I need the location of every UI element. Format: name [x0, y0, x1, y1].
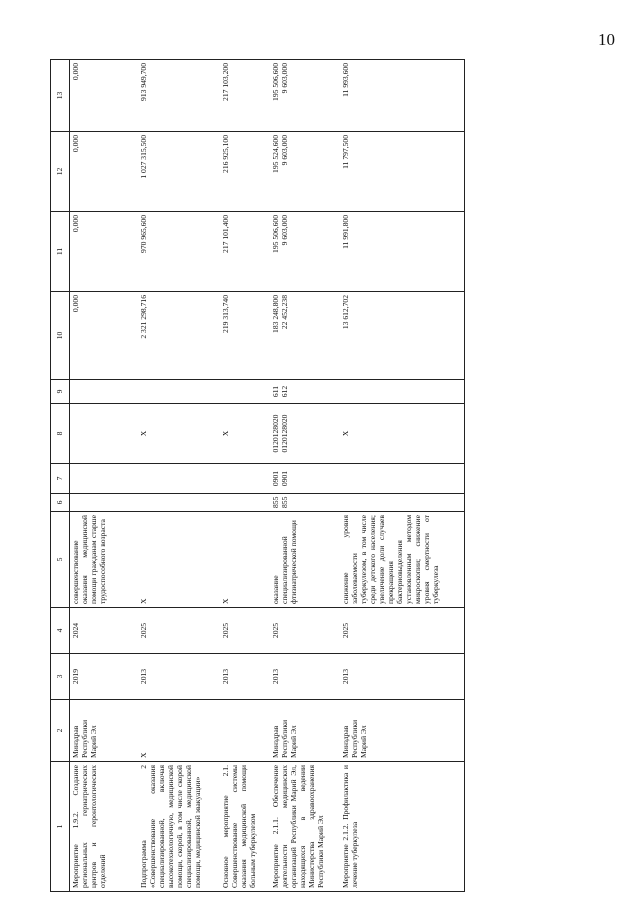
table-cell-c8: [220, 404, 270, 464]
table-cell-c8: [270, 404, 340, 464]
table-cell-c9: [138, 380, 220, 404]
table-cell-c6: [270, 494, 340, 512]
column-header: 7: [51, 464, 70, 494]
column-header: 3: [51, 654, 70, 700]
cell-value: X: [221, 430, 230, 437]
cell-value: 216 925,100: [221, 135, 230, 173]
cell-value: 195 524,600: [271, 135, 280, 173]
table-cell-c6: [138, 494, 220, 512]
cell-value: 913 949,700: [139, 63, 148, 101]
budget-table: [50, 59, 465, 892]
table-cell-c2: Минздрав Республики Марий Эл: [70, 700, 139, 762]
column-header: 11: [51, 212, 70, 292]
table-row: [138, 60, 220, 892]
table-cell-c11: [270, 212, 340, 292]
cell-value: 217 103,200: [221, 63, 230, 101]
cell-value: 970 965,600: [139, 215, 148, 253]
table-cell-c4: 2025: [270, 608, 340, 654]
table-cell-c1: Подпрограмма 2 «Совершенствование оказания специализированной, включая высокотехнологичную, медицинской помощи, скорой, в том числе скорой специализированной, медицинской помощи, медицинской эвакуации»: [138, 762, 220, 892]
table-row: [340, 60, 465, 892]
table-cell-c5: X: [138, 512, 220, 608]
column-header: 9: [51, 380, 70, 404]
cell-value: 0,000: [71, 63, 80, 81]
table-body: [70, 60, 465, 892]
table-cell-c7: [138, 464, 220, 494]
cell-value: 2 321 298,716: [139, 295, 148, 339]
table-row: [220, 60, 270, 892]
table-cell-c3: 2019: [70, 654, 139, 700]
table-cell-c3: 2013: [220, 654, 270, 700]
table-cell-c13: [340, 60, 465, 132]
table-cell-c7: [270, 464, 340, 494]
table-cell-c11: [70, 212, 139, 292]
table-cell-c12: [220, 132, 270, 212]
table-cell-c11: [340, 212, 465, 292]
page-number: 10: [598, 30, 615, 49]
table-cell-c9: [220, 380, 270, 404]
column-header: 10: [51, 292, 70, 380]
table-cell-c9: [70, 380, 139, 404]
cell-value: 0901: [279, 470, 289, 487]
table-cell-c2: [220, 700, 270, 762]
table-cell-c7: [220, 464, 270, 494]
table-cell-c5: оказание специализированной фтизиатрической помощи: [270, 512, 340, 608]
table-cell-c11: [138, 212, 220, 292]
table-cell-c3: 2013: [270, 654, 340, 700]
cell-value: 0901: [271, 470, 280, 487]
cell-value: 11 993,600: [341, 63, 350, 97]
table-cell-c13: [220, 60, 270, 132]
cell-value: 195 506,600: [271, 215, 280, 253]
table-row: [70, 60, 139, 892]
column-header: 4: [51, 608, 70, 654]
table-cell-c8: [138, 404, 220, 464]
cell-value: X: [341, 430, 350, 437]
table-cell-c3: 2013: [340, 654, 465, 700]
table-cell-c9: [340, 380, 465, 404]
table-cell-c5: снижение уровня заболеваемости туберкулезом, в том числе среди детского населения; увеличение доли случаев прекращения бактериовыделения установленным методом микроскопии; снижение уровня смертности от туберкулеза: [340, 512, 465, 608]
cell-value: 612: [279, 385, 289, 398]
table-cell-c1: Мероприятие 2.1.1. Обеспечение деятельности медицинских организаций Республики Марий Эл, находящихся в ведении Министерства здравоохранения Республики Марий Эл: [270, 762, 340, 892]
table-cell-c1: Мероприятие 2.1.2. Профилактика и лечение туберкулеза: [340, 762, 465, 892]
cell-value: 9 603,000: [279, 215, 289, 246]
table-cell-c4: 2025: [340, 608, 465, 654]
table-cell-c8: [70, 404, 139, 464]
table-cell-c10: [138, 292, 220, 380]
table-cell-c5: X: [220, 512, 270, 608]
cell-value: 11 797,500: [341, 135, 350, 169]
cell-value: 22 452,238: [279, 295, 289, 330]
table-cell-c12: [138, 132, 220, 212]
table-cell-c10: [220, 292, 270, 380]
table-cell-c11: [220, 212, 270, 292]
table-cell-c8: [340, 404, 465, 464]
column-header: 2: [51, 700, 70, 762]
cell-value: 195 506,600: [271, 63, 280, 101]
cell-value: 0120128020: [279, 414, 289, 453]
column-header: 6: [51, 494, 70, 512]
table-cell-c6: [340, 494, 465, 512]
cell-value: 611: [271, 385, 280, 398]
table-cell-c9: [270, 380, 340, 404]
cell-value: 183 248,800: [271, 295, 280, 333]
cell-value: 0,000: [71, 215, 80, 233]
table-cell-c4: 2025: [220, 608, 270, 654]
table-cell-c10: [270, 292, 340, 380]
table-cell-c13: [138, 60, 220, 132]
cell-value: X: [139, 430, 148, 437]
cell-value: 219 313,740: [221, 295, 230, 333]
table-cell-c10: [340, 292, 465, 380]
table-cell-c5: совершенствование оказания медицинской помощи гражданам старше трудоспособного возраста: [70, 512, 139, 608]
table-cell-c1: Мероприятие 1.9.2. Создание региональных гериатрических центров и геронтологических отделений: [70, 762, 139, 892]
table-cell-c3: 2013: [138, 654, 220, 700]
cell-value: 9 603,000: [279, 135, 289, 166]
column-header: 1: [51, 762, 70, 892]
table-cell-c13: [270, 60, 340, 132]
header-row: [51, 60, 70, 892]
table-cell-c12: [270, 132, 340, 212]
cell-value: 13 612,702: [341, 295, 350, 330]
table-cell-c1: Основное мероприятие 2.1. Совершенствование системы оказания медицинской помощи больным туберкулезом: [220, 762, 270, 892]
cell-value: 217 101,400: [221, 215, 230, 253]
column-header: 12: [51, 132, 70, 212]
table-cell-c4: 2025: [138, 608, 220, 654]
table-cell-c12: [340, 132, 465, 212]
cell-value: 1 027 315,500: [139, 135, 148, 179]
cell-value: 0,000: [71, 135, 80, 153]
table-cell-c13: [70, 60, 139, 132]
table-cell-c4: 2024: [70, 608, 139, 654]
table-cell-c6: [70, 494, 139, 512]
cell-value: 9 603,000: [279, 63, 289, 94]
cell-value: 0,000: [71, 295, 80, 313]
cell-value: 0120128020: [271, 414, 280, 453]
table-cell-c7: [340, 464, 465, 494]
table-cell-c10: [70, 292, 139, 380]
table-cell-c2: Минздрав Республики Марий Эл: [340, 700, 465, 762]
table-cell-c7: [70, 464, 139, 494]
cell-value: 855: [271, 496, 280, 508]
table-cell-c12: [70, 132, 139, 212]
table-row: [270, 60, 340, 892]
column-header: 8: [51, 404, 70, 464]
column-header: 5: [51, 512, 70, 608]
cell-value: 855: [279, 496, 289, 508]
column-header: 13: [51, 60, 70, 132]
cell-value: 11 991,800: [341, 215, 350, 249]
table-cell-c2: X: [138, 700, 220, 762]
table-cell-c2: Минздрав Республики Марий Эл: [270, 700, 340, 762]
table-cell-c6: [220, 494, 270, 512]
rotated-table-page: [50, 60, 588, 892]
